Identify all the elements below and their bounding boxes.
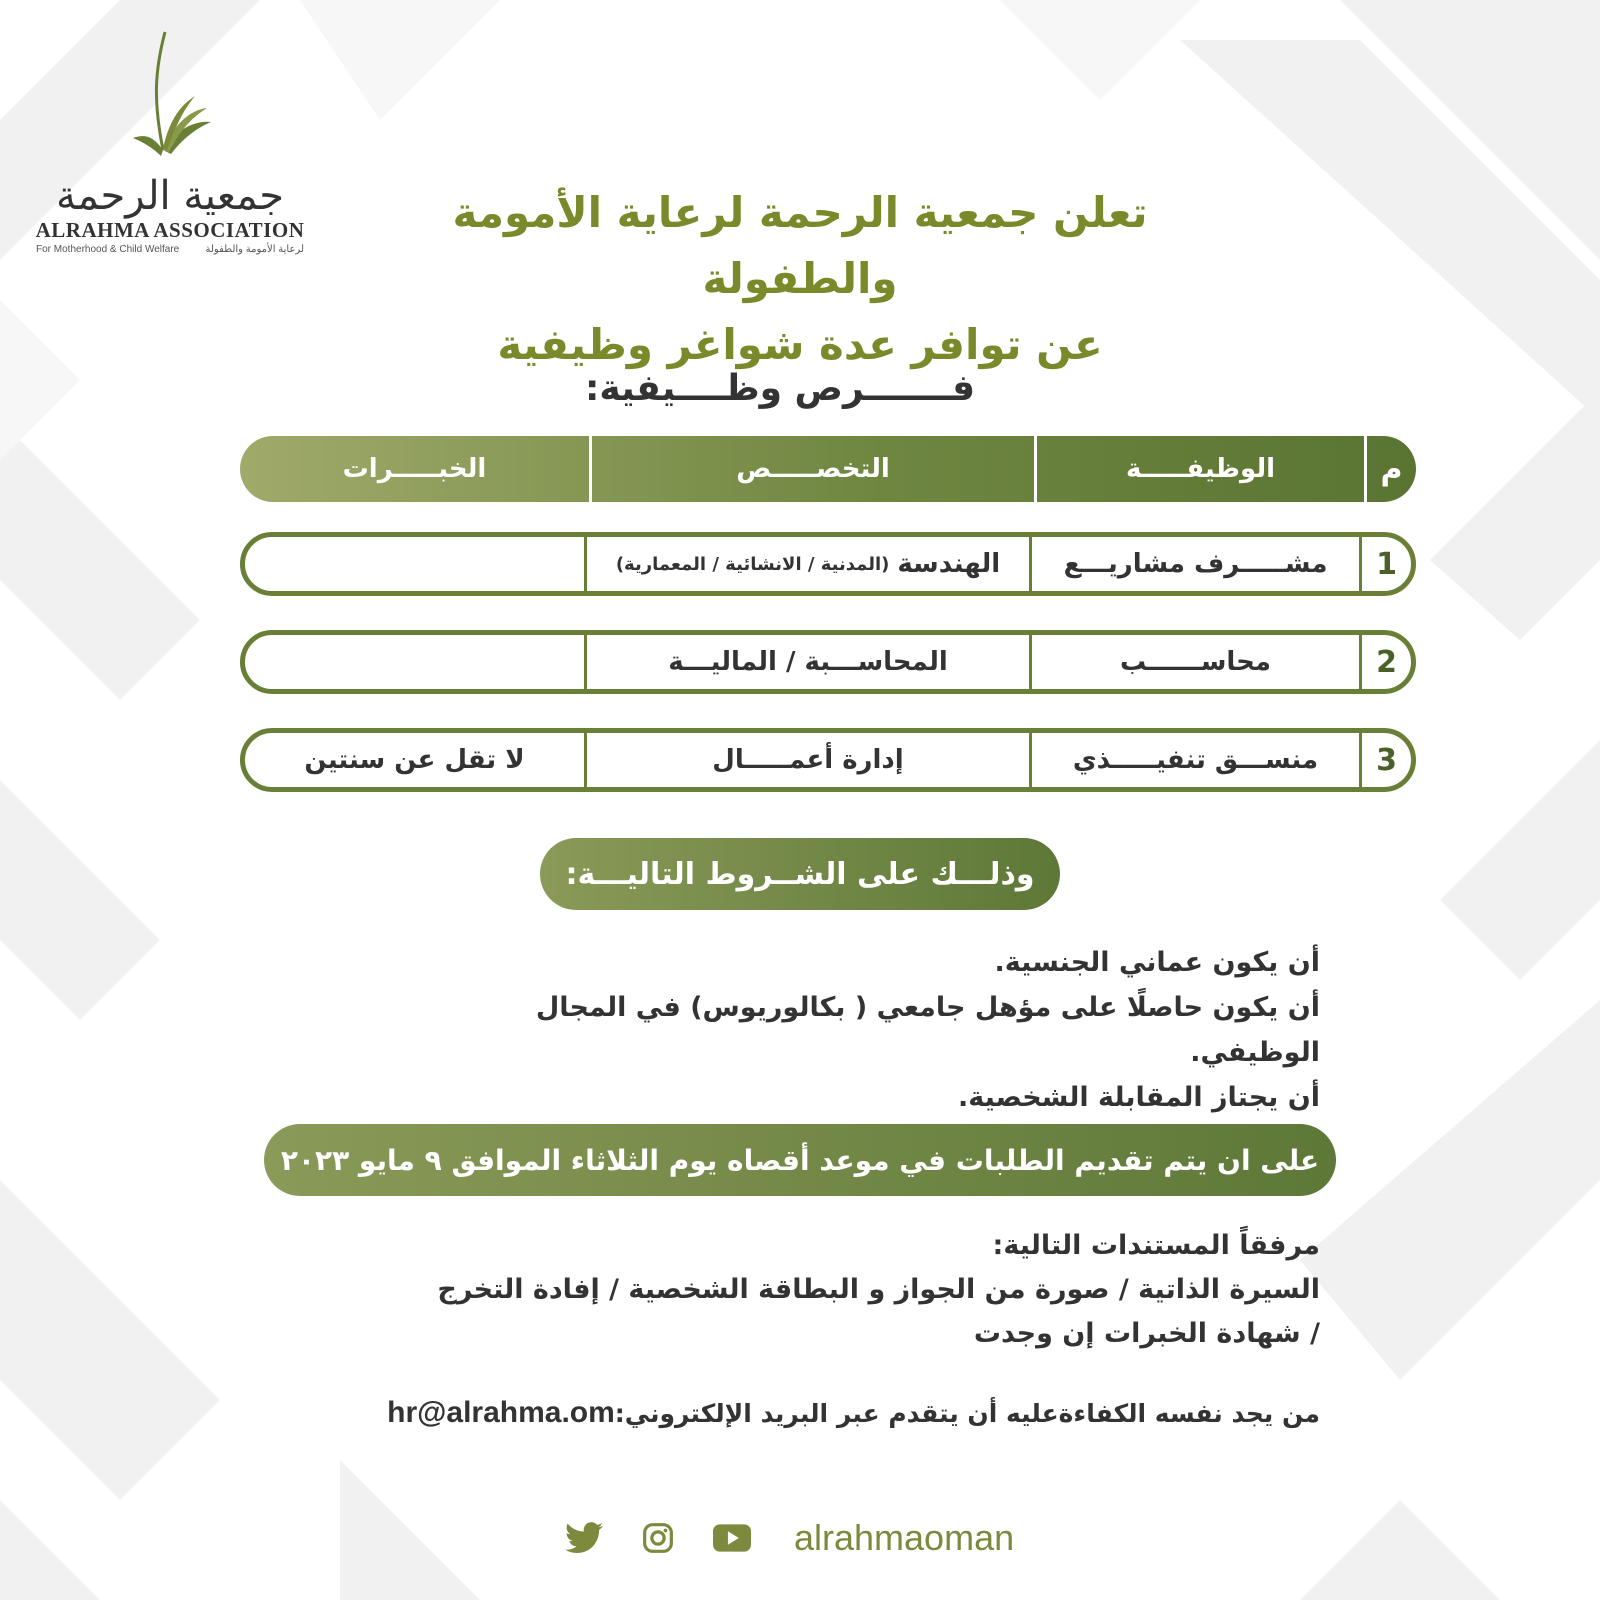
section-title: فـــــــرص وظــــيفية: <box>584 368 976 409</box>
condition-item: أن يكون حاصلًا على مؤهل جامعي ( بكالوريوس) في المجال الوظيفي. <box>535 992 1320 1068</box>
twitter-icon[interactable] <box>560 1514 608 1562</box>
header-spec: التخصـــــص <box>589 436 1034 502</box>
row-job: محاســــــب <box>1029 635 1359 689</box>
apply-instructions <box>340 1396 1320 1430</box>
logo-tagline <box>30 242 310 255</box>
condition-item: أن يجتاز المقابلة الشخصية. <box>958 1082 1320 1113</box>
row-spec: إدارة أعمـــــال <box>584 733 1029 787</box>
table-row <box>240 630 1416 694</box>
row-exp <box>245 635 584 689</box>
table-header <box>240 436 1416 502</box>
social-bar <box>560 1508 1040 1568</box>
logo-tagline-english: For Motherhood & Child Welfare <box>36 244 180 255</box>
jobs-table <box>240 436 1416 826</box>
row-exp: لا تقل عن سنتين <box>304 745 525 775</box>
documents-section <box>400 1224 1320 1356</box>
documents-line: / شهادة الخبرات إن وجدت <box>973 1318 1320 1349</box>
logo-name-english: ALRAHMA ASSOCIATION <box>35 218 305 242</box>
youtube-icon[interactable] <box>708 1514 756 1562</box>
documents-title: مرفقاً المستندات التالية: <box>992 1230 1320 1261</box>
header-job: الوظيفـــــة <box>1034 436 1364 502</box>
deadline-banner: على ان يتم تقديم الطلبات في موعد أقصاه يوم الثلاثاء الموافق ٩ مايو ٢٠٢٣ <box>264 1124 1336 1196</box>
apply-email-link[interactable]: hr@alrahma.om <box>387 1396 615 1429</box>
row-spec <box>584 537 1029 591</box>
table-row <box>240 728 1416 792</box>
row-num: 3 <box>1359 733 1411 787</box>
row-spec: المحاســـبة / الماليـــة <box>584 635 1029 689</box>
headline <box>380 180 1220 378</box>
table-row <box>240 532 1416 596</box>
row-spec-detail: (المدنية / الانشائية / المعمارية) <box>615 553 890 575</box>
row-num: 1 <box>1359 537 1411 591</box>
header-num: م <box>1364 436 1416 502</box>
instagram-icon[interactable] <box>634 1514 682 1562</box>
logo-tagline-arabic: لرعاية الأمومة والطفولة <box>205 244 304 255</box>
row-num: 2 <box>1359 635 1411 689</box>
row-spec-main: الهندسة <box>897 549 1001 579</box>
conditions-list <box>400 940 1320 1120</box>
documents-line: السيرة الذاتية / صورة من الجواز و البطاقة الشخصية / إفادة التخرج <box>437 1274 1320 1305</box>
social-handle[interactable]: alrahmaoman <box>794 1517 1015 1558</box>
conditions-title: وذلـــك على الشــروط التاليـــة: <box>540 838 1060 910</box>
row-job: مشـــــرف مشاريـــع <box>1029 537 1359 591</box>
headline-line-1: تعلن جمعية الرحمة لرعاية الأمومة والطفولة <box>452 188 1148 303</box>
condition-item: أن يكون عماني الجنسية. <box>994 947 1320 978</box>
row-job: منســـق تنفيـــــذي <box>1029 733 1359 787</box>
logo-name-arabic: جمعية الرحمة <box>55 173 285 219</box>
header-exp: الخبـــــرات <box>342 454 487 484</box>
headline-line-2: عن توافر عدة شواغر وظيفية <box>497 320 1103 369</box>
row-exp <box>245 537 584 591</box>
apply-text: من يجد نفسه الكفاءةعليه أن يتقدم عبر البريد الإلكتروني: <box>614 1399 1320 1428</box>
association-logo <box>30 30 310 270</box>
feather-emblem-icon <box>125 30 215 170</box>
